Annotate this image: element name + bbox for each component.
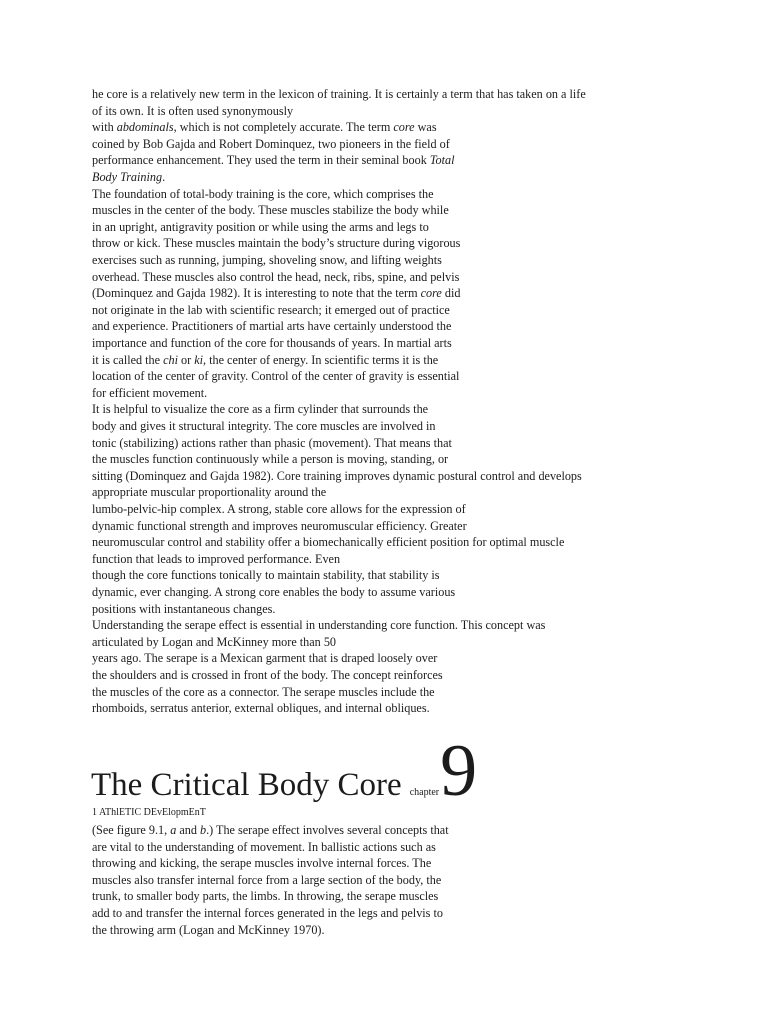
body-text-line: coined by Bob Gajda and Robert Dominquez, two pioneers in the field of	[92, 136, 450, 151]
body-text-line: the muscles of the core as a connector. The serape muscles include the	[92, 684, 435, 699]
body-text-line: the muscles function continuously while a person is moving, standing, or	[92, 452, 449, 467]
body-text-line: with abdominals, which is not completely accurate. The term core was	[92, 120, 437, 135]
body-text-line: (Dominquez and Gajda 1982). It is interesting to note that the term core did	[92, 286, 461, 301]
body-text-line: It is helpful to visualize the core as a firm cylinder that surrounds the	[92, 402, 429, 417]
body-text-line: in an upright, antigravity position or while using the arms and legs to	[92, 219, 429, 234]
chapter-heading	[91, 730, 478, 812]
body-text-line: rhomboids, serratus anterior, external obliques, and internal obliques.	[92, 701, 430, 716]
body-text-line: throwing and kicking, the serape muscles involve internal forces. The	[92, 856, 432, 871]
body-text-line: though the core functions tonically to maintain stability, that stability is	[92, 568, 440, 583]
chapter-title: The Critical Body Core	[91, 767, 402, 803]
body-text-line: performance enhancement. They used the term in their seminal book Total	[92, 153, 455, 168]
body-text-line: appropriate muscular proportionality around the	[92, 485, 327, 500]
body-text-line: articulated by Logan and McKinney more than 50	[92, 634, 337, 649]
chapter-label: chapter	[409, 787, 440, 798]
body-text-line: exercises such as running, jumping, shoveling snow, and lifting weights	[92, 253, 442, 267]
body-text-line: overhead. These muscles also control the head, neck, ribs, spine, and pelvis	[92, 269, 460, 284]
body-text-line: the throwing arm (Logan and McKinney 1970).	[92, 922, 325, 937]
body-text-line: muscles in the center of the body. These muscles stabilize the body while	[92, 203, 449, 218]
body-text-line: he core is a relatively new term in the lexicon of training. It is certainly a term that has taken on a life	[92, 87, 586, 101]
body-text-line: positions with instantaneous changes.	[92, 601, 276, 616]
body-text-line: throw or kick. These muscles maintain the body’s structure during vigorous	[92, 236, 461, 251]
body-text-line: are vital to the understanding of movement. In ballistic actions such as	[92, 839, 436, 854]
body-text-line: muscles also transfer internal force from a large section of the body, the	[92, 872, 442, 887]
body-text-line: tonic (stabilizing) actions rather than phasic (movement). That means that	[92, 435, 452, 450]
chapter-number: 9	[440, 730, 478, 812]
body-text-line: The foundation of total-body training is the core, which comprises the	[92, 186, 434, 201]
body-text-line: it is called the chi or ki, the center of energy. In scientific terms it is the	[92, 352, 439, 367]
body-text-line: of its own. It is often used synonymously	[92, 103, 294, 118]
body-text-line: not originate in the lab with scientific research; it emerged out of practice	[92, 302, 450, 317]
body-text-line: lumbo-pelvic-hip complex. A strong, stable core allows for the expression of	[92, 502, 466, 516]
body-text-line: neuromuscular control and stability offer a biomechanically efficient position for optimal muscle	[92, 535, 565, 550]
body-text-line: dynamic, ever changing. A strong core enables the body to assume various	[92, 585, 456, 599]
body-text-line: Understanding the serape effect is essential in understanding core function. This concept was	[92, 618, 546, 633]
body-text-line: for efficient movement.	[92, 385, 208, 400]
body-text-line: sitting (Dominquez and Gajda 1982). Core training improves dynamic postural control and develops	[92, 468, 582, 483]
body-text-line: function that leads to improved performance. Even	[92, 551, 341, 566]
body-text-line: importance and function of the core for thousands of years. In martial arts	[92, 336, 452, 350]
body-text-line: the shoulders and is crossed in front of the body. The concept reinforces	[92, 668, 443, 682]
body-text-line: location of the center of gravity. Control of the center of gravity is essential	[92, 369, 460, 384]
body-text-line: (See figure 9.1, a and b.) The serape effect involves several concepts that	[92, 823, 449, 837]
running-head: 1 AThlETIC DEvElopmEnT	[92, 807, 206, 818]
body-text-line: trunk, to smaller body parts, the limbs. In throwing, the serape muscles	[92, 889, 439, 904]
body-text-line: body and gives it structural integrity. The core muscles are involved in	[92, 419, 436, 433]
body-text-line: dynamic functional strength and improves neuromuscular efficiency. Greater	[92, 518, 467, 533]
body-text-line: and experience. Practitioners of martial arts have certainly understood the	[92, 319, 452, 334]
body-text-line: years ago. The serape is a Mexican garment that is draped loosely over	[92, 651, 438, 666]
body-text-line: Body Training.	[92, 170, 166, 184]
body-text-line: add to and transfer the internal forces generated in the legs and pelvis to	[92, 906, 443, 920]
